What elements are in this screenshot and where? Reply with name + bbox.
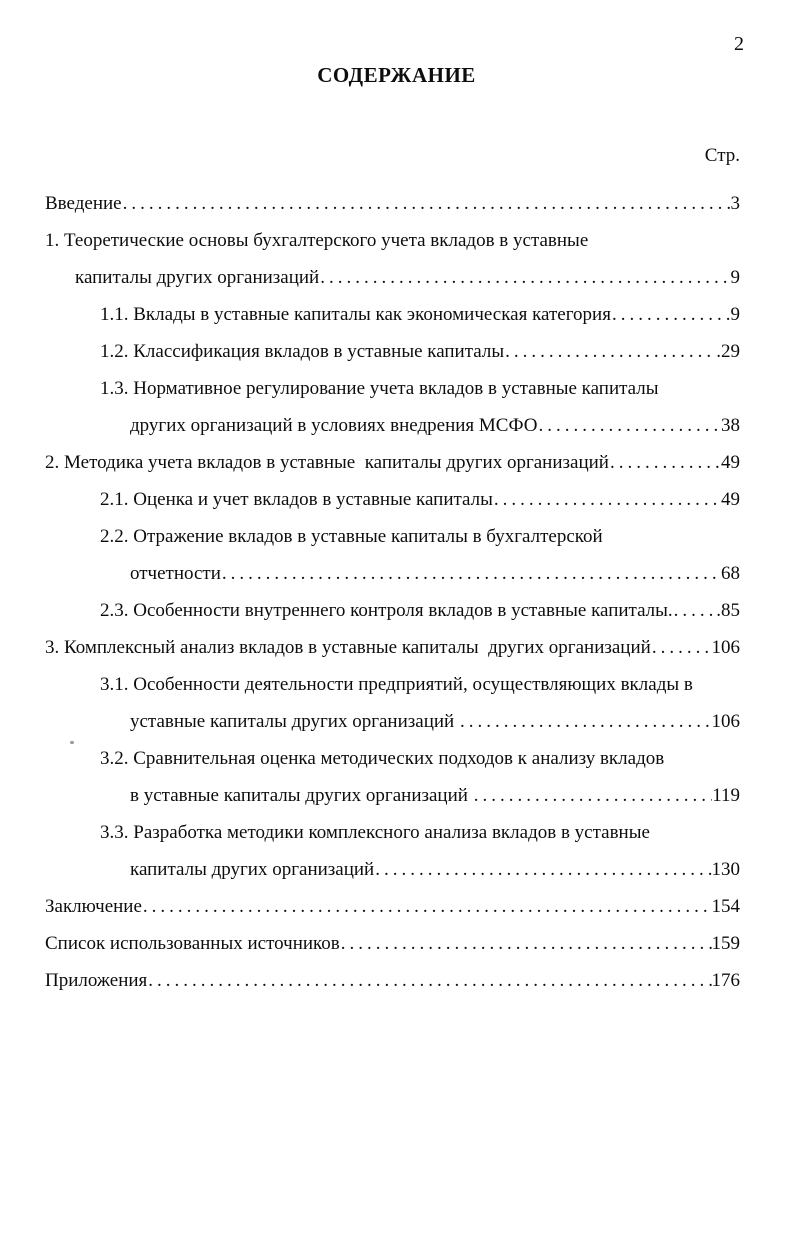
dot-leader <box>123 185 731 222</box>
page-column-header: Стр. <box>704 145 740 166</box>
toc-page-number: 106 <box>711 711 740 732</box>
toc-line <box>45 370 740 407</box>
dot-leader <box>143 888 712 925</box>
toc-page-number: 9 <box>730 267 740 288</box>
toc-entry-text: Приложения <box>45 970 148 991</box>
dot-leader <box>148 962 711 999</box>
dot-leader <box>505 333 716 370</box>
toc-entry-text: уставные капиталы других организаций <box>130 711 459 732</box>
toc-line <box>45 555 740 592</box>
dot-leader <box>474 777 713 814</box>
toc-page-number: 130 <box>711 859 740 880</box>
dot-leader <box>341 925 712 962</box>
toc-entry-text: 1. Теоретические основы бухгалтерского учета вкладов в уставные <box>45 230 589 251</box>
dot-leader <box>538 407 721 444</box>
page-number: 2 <box>734 33 744 55</box>
toc-entry-text: 1.1. Вклады в уставные капиталы как экономическая категория <box>100 304 611 325</box>
toc-entry-text: Заключение <box>45 896 142 917</box>
toc-line <box>45 888 740 925</box>
toc-entry-text: капиталы других организаций <box>130 859 375 880</box>
toc-entry-text: других организаций в условиях внедрения МСФО <box>130 415 538 436</box>
toc-line <box>45 703 740 740</box>
toc-page-number: 119 <box>712 785 740 806</box>
toc-entry-text: капиталы других организаций <box>75 267 320 288</box>
toc-line <box>45 518 740 555</box>
dot-leader <box>320 259 730 296</box>
page-title: СОДЕРЖАНИЕ <box>317 63 476 87</box>
toc-line <box>45 444 740 481</box>
toc-page-number: .29 <box>716 341 740 362</box>
toc-entry-text: 2.3. Особенности внутреннего контроля вкладов в уставные капиталы. <box>100 600 673 621</box>
toc-line <box>45 222 740 259</box>
dot-leader <box>652 629 712 666</box>
toc-page-number: 154 <box>711 896 740 917</box>
toc-page-number: 38 <box>721 415 740 436</box>
toc-entry-text: 1.3. Нормативное регулирование учета вкладов в уставные капиталы <box>100 378 659 399</box>
dot-leader <box>674 592 717 629</box>
toc-entry-text: 3.2. Сравнительная оценка методических подходов к анализу вкладов <box>100 748 665 769</box>
toc-entry-text: в уставные капиталы других организаций <box>130 785 473 806</box>
toc-entry-text: 2.2. Отражение вкладов в уставные капиталы в бухгалтерской <box>100 526 603 547</box>
toc-entry-text: Введение <box>45 193 122 214</box>
dot-leader <box>494 481 721 518</box>
toc-line <box>45 185 740 222</box>
toc-entry-text: 3.1. Особенности деятельности предприятий, осуществляющих вклады в <box>100 674 693 695</box>
toc-line <box>45 333 740 370</box>
scan-artifact-dot <box>70 741 74 744</box>
toc-line <box>45 740 740 777</box>
toc-line <box>45 777 740 814</box>
toc-line <box>45 592 740 629</box>
dot-leader <box>612 296 731 333</box>
toc-line <box>45 814 740 851</box>
toc-entry-text: 1.2. Классификация вкладов в уставные капиталы <box>100 341 505 362</box>
toc-line <box>45 851 740 888</box>
dot-leader <box>375 851 711 888</box>
toc-page-number: 49 <box>721 489 740 510</box>
toc-entry-text: 2. Методика учета вкладов в уставные капиталы других организаций <box>45 452 609 473</box>
toc-line <box>45 259 740 296</box>
toc-page-number: 176 <box>711 970 740 991</box>
toc-line <box>45 407 740 444</box>
toc-page-number: 159 <box>711 933 740 954</box>
toc-line <box>45 666 740 703</box>
toc-entry-text: 2.1. Оценка и учет вкладов в уставные капиталы <box>100 489 493 510</box>
toc-line <box>45 481 740 518</box>
toc-entry-text: отчетности <box>130 563 221 584</box>
toc-page-number: 106 <box>711 637 740 658</box>
toc-entry-text: 3.3. Разработка методики комплексного анализа вкладов в уставные <box>100 822 650 843</box>
toc-entry-text: 3. Комплексный анализ вкладов в уставные капиталы других организаций <box>45 637 651 658</box>
toc-page-number: 68 <box>721 563 740 584</box>
toc-line <box>45 629 740 666</box>
toc-line <box>45 962 740 999</box>
dot-leader <box>460 703 712 740</box>
table-of-contents <box>0 185 793 999</box>
toc-page-number: 3 <box>730 193 740 214</box>
toc-line <box>45 296 740 333</box>
toc-entry-text: Список использованных источников <box>45 933 340 954</box>
toc-page-number: 9 <box>730 304 740 325</box>
dot-leader <box>222 555 721 592</box>
toc-line <box>45 925 740 962</box>
toc-page-number: 49 <box>721 452 740 473</box>
dot-leader <box>610 444 721 481</box>
toc-page-number: .85 <box>716 600 740 621</box>
